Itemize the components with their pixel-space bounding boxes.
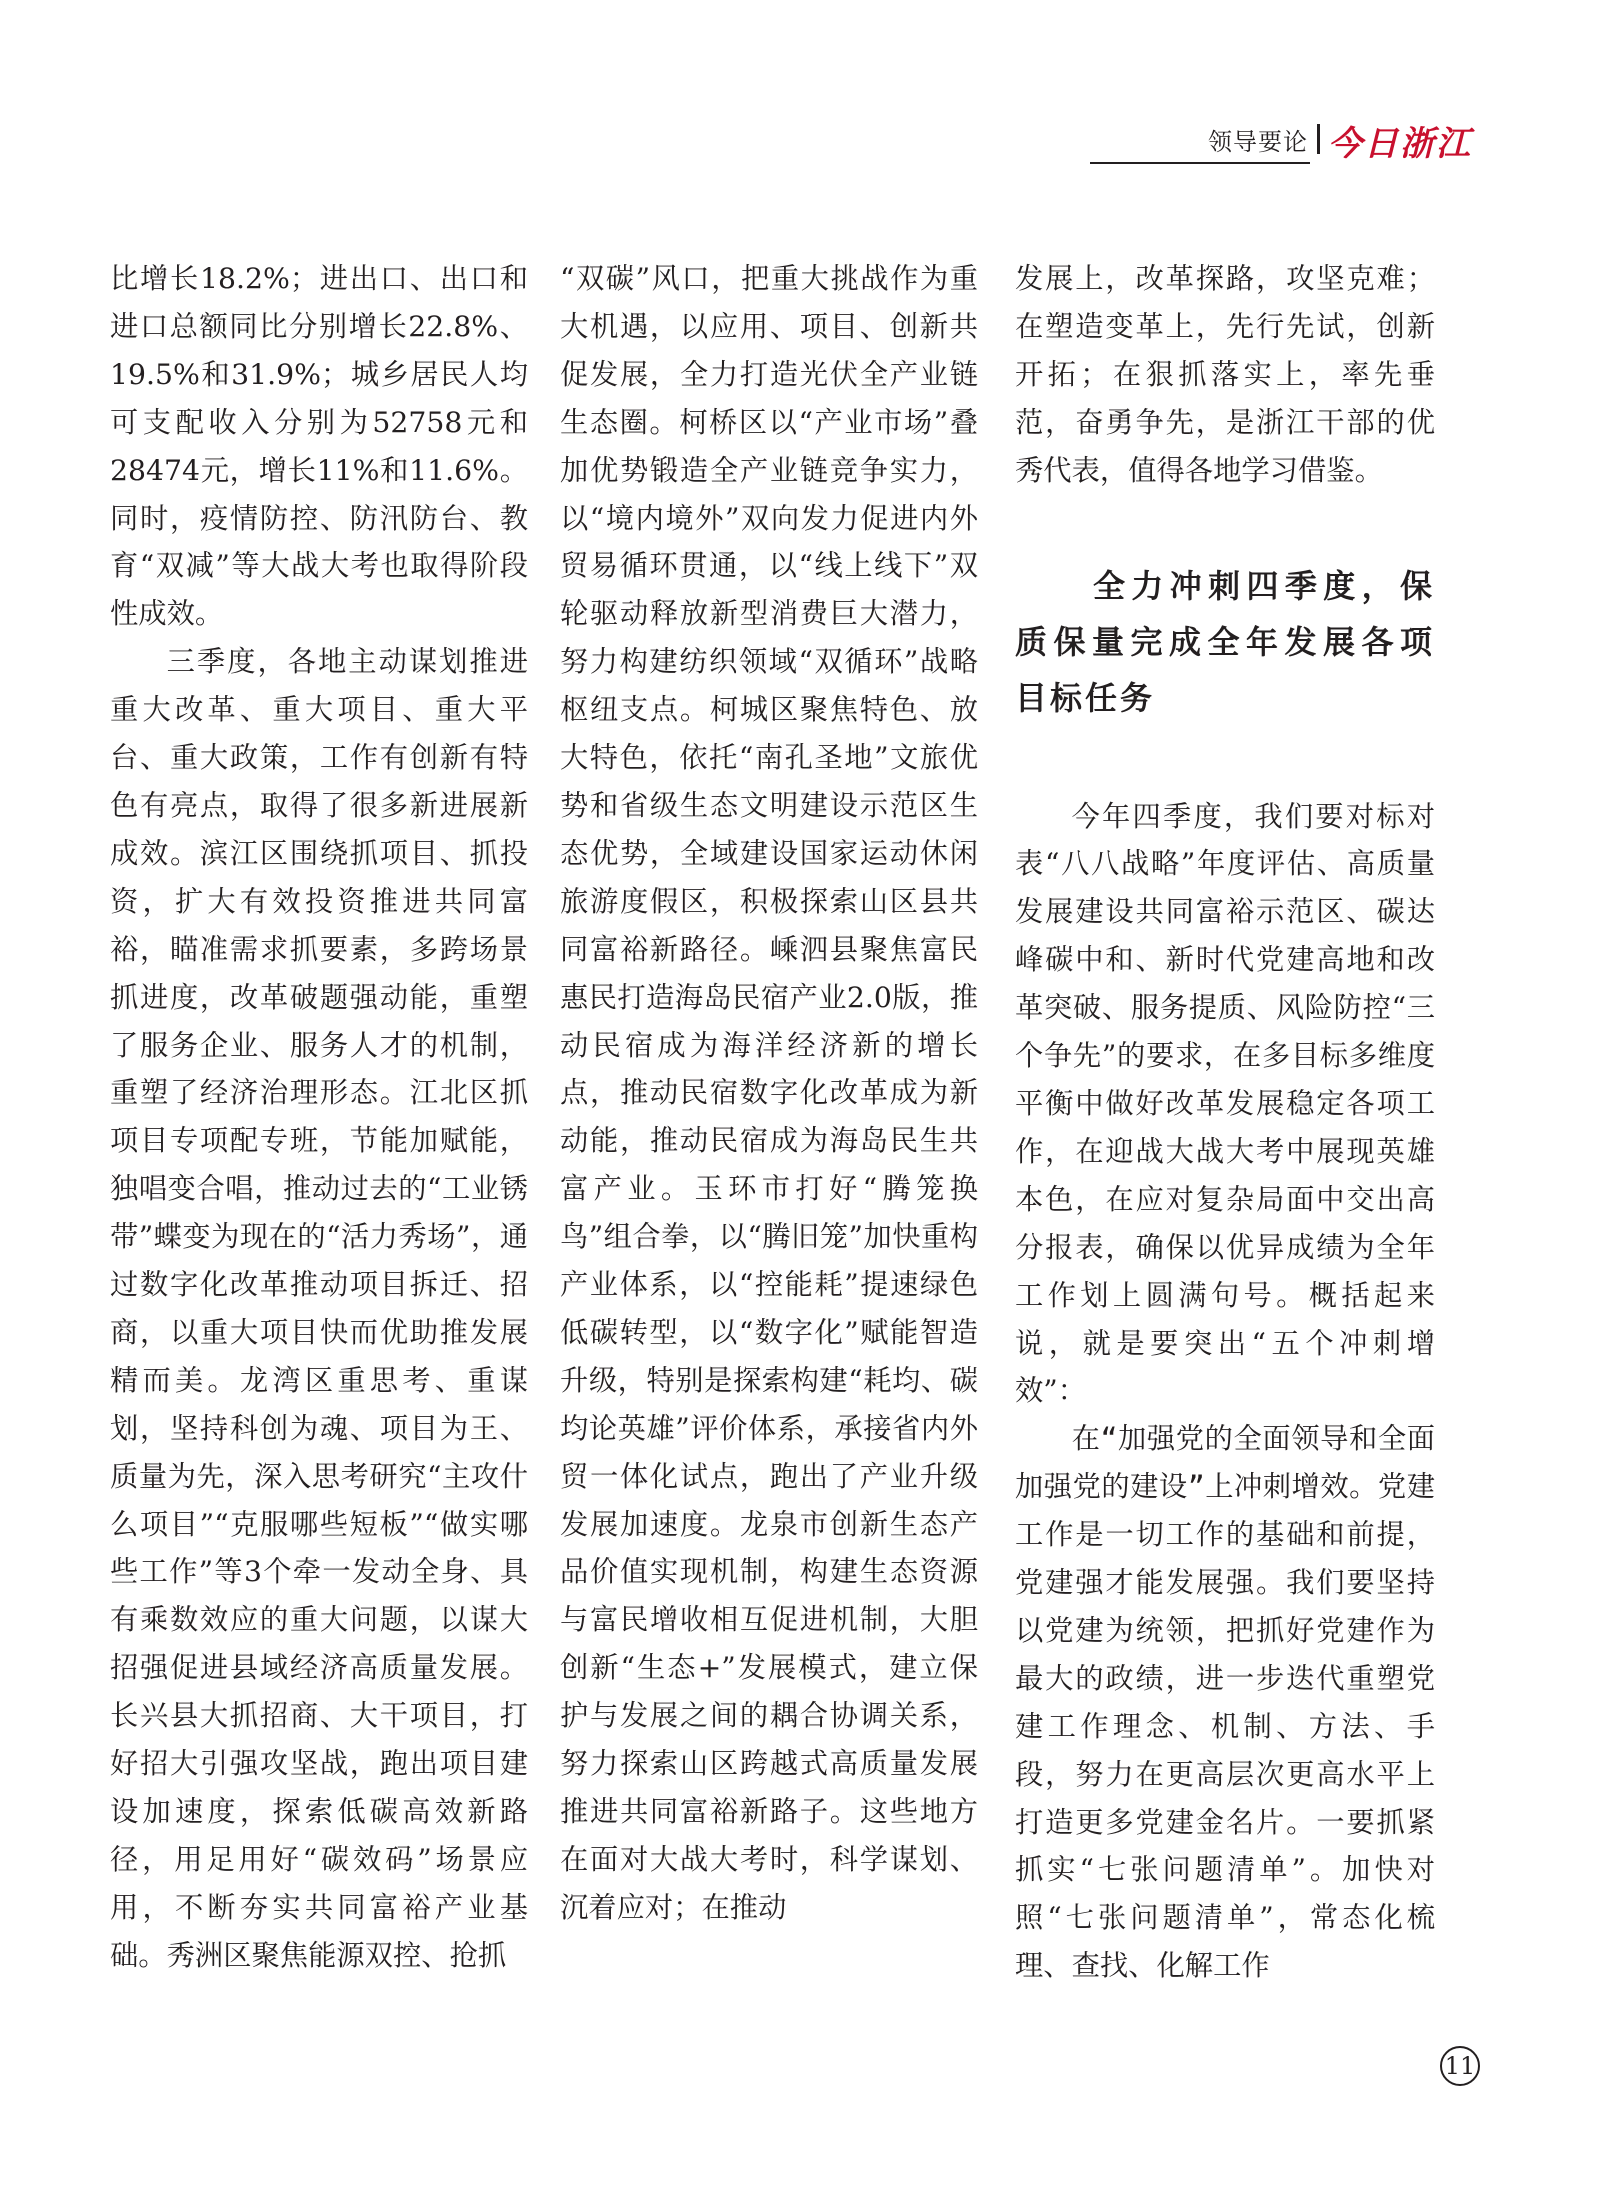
- magazine-logo: 今日浙江: [1328, 124, 1472, 164]
- paragraph-lead: 在“加强党的全面领导和全面加强党的建设”上冲刺增效。: [1015, 1422, 1435, 1504]
- paragraph: 发展上，改革探路，攻坚克难；在塑造变革上，先行先试，创新开拓；在狠抓落实上，率先垂范，奋勇争先，是浙江干部的优秀代表，值得各地学习借鉴。: [1015, 262, 1435, 487]
- section-heading: [1015, 558, 1435, 726]
- page-number: 11: [1440, 2046, 1480, 2086]
- section-title: 领导要论: [1208, 128, 1308, 156]
- paragraph: “双碳”风口，把重大挑战作为重大机遇，以应用、项目、创新共促发展，全力打造光伏全产业链生态圈。柯桥区以“产业市场”叠加优势锻造全产业链竞争实力，以“境内境外”双向发力促进内外贸易循环贯通，以“线上线下”双轮驱动释放新型消费巨大潜力，努力构建纺织领域“双循环”战略枢纽支点。柯城区聚焦特色、放大特色，依托“南孔圣地”文旅优势和省级生态文明建设示范区生态优势，全域建设国家运动休闲旅游度假区，积极探索山区县共同富裕新路径。嵊泗县聚焦富民惠民打造海岛民宿产业2.0版，推动民宿成为海洋经济新的增长点，推动民宿数字化改革成为新动能，推动民宿成为海岛民生共富产业。玉环市打好“腾笼换鸟”组合拳，以“腾旧笼”加快重构产业体系，以“控能耗”提速绿色低碳转型，以“数字化”赋能智造升级，特别是探索构建“耗均、碳均论英雄”评价体系，承接省内外贸一体化试点，跑出了产业升级发展加速度。龙泉市创新生态产品价值实现机制，构建生态资源与富民增收相互促进机制，大胆创新“生态+”发展模式，建立保护与发展之间的耦合协调关系，努力探索山区跨越式高质量发展推进共同富裕新路子。这些地方在面对大战大考时，科学谋划、沉着应对；在推动: [560, 262, 978, 1924]
- section-heading-line2: 保量完成全年发展各项目标任务: [1015, 622, 1435, 717]
- paragraph: 三季度，各地主动谋划推进重大改革、重大项目、重大平台、重大政策，工作有创新有特色有亮点，取得了很多新进展新成效。滨江区围绕抓项目、抓投资，扩大有效投资推进共同富裕，瞄准需求抓要素，多跨场景抓进度，改革破题强动能，重塑了服务企业、服务人才的机制，重塑了经济治理形态。江北区抓项目专项配专班，节能加赋能，独唱变合唱，推动过去的“工业锈带”蝶变为现在的“活力秀场”，通过数字化改革推动项目拆迁、招商，以重大项目快而优助推发展精而美。龙湾区重思考、重谋划，坚持科创为魂、项目为王、质量为先，深入思考研究“主攻什么项目”“克服哪些短板”“做实哪些工作”等3个牵一发动全身、具有乘数效应的重大问题，以谋大招强促进县域经济高质量发展。长兴县大抓招商、大干项目，打好招大引强攻坚战，跑出项目建设加速度，探索低碳高效新路径，用足用好“碳效码”场景应用，不断夯实共同富裕产业基础。秀洲区聚焦能源双控、抢抓: [110, 645, 528, 1972]
- header-divider: [1317, 124, 1320, 154]
- column-2: [560, 255, 978, 1932]
- column-3: [1015, 255, 1435, 1990]
- paragraph-body: 党建工作是一切工作的基础和前提，党建强才能发展强。我们要坚持以党建为统领，把抓好党建作为最大的政绩，进一步迭代重塑党建工作理念、机制、方法、手段，努力在更高层次更高水平上打造更多党建金名片。一要抓紧抓实“七张问题清单”。加快对照“七张问题清单”，常态化梳理、查找、化解工作: [1015, 1470, 1435, 1983]
- header-rule: [1090, 162, 1310, 164]
- column-1: [110, 255, 528, 1980]
- section-heading-line1: 全力冲刺四季度，保质: [1015, 566, 1435, 661]
- paragraph: 比增长18.2%；进出口、出口和进口总额同比分别增长22.8%、19.5%和31.9%；城乡居民人均可支配收入分别为52758元和28474元，增长11%和11.6%。同时，疫情防控、防汛防台、教育“双减”等大战大考也取得阶段性成效。: [110, 262, 528, 631]
- page-header: [1090, 118, 1480, 164]
- paragraph: 今年四季度，我们要对标对表“八八战略”年度评估、高质量发展建设共同富裕示范区、碳达峰碳中和、新时代党建高地和改革突破、服务提质、风险防控“三个争先”的要求，在多目标多维度平衡中做好改革发展稳定各项工作，在迎战大战大考中展现英雄本色，在应对复杂局面中交出高分报表，确保以优异成绩为全年工作划上圆满句号。概括起来说，就是要突出“五个冲刺增效”：: [1015, 799, 1435, 1408]
- paragraph: [1015, 1415, 1435, 1990]
